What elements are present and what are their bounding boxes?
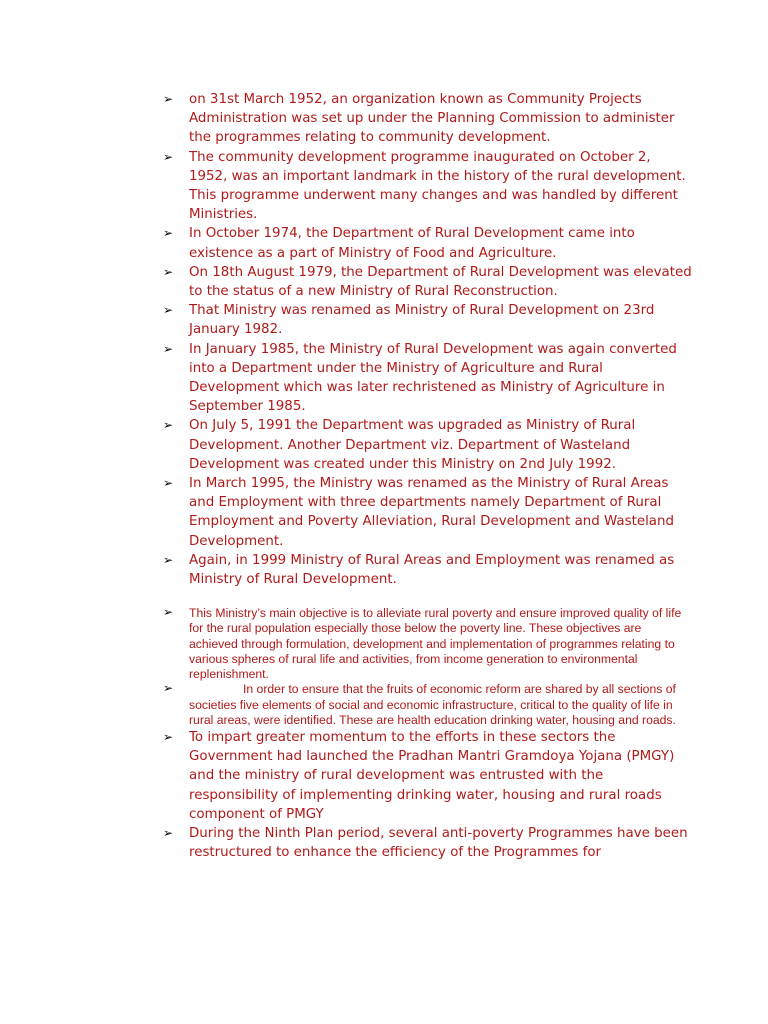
list-item	[163, 728, 693, 824]
list-item	[163, 682, 693, 728]
arrow-bullet-icon: ➢	[163, 303, 174, 318]
list-item-text: In order to ensure that the fruits of economic reform are shared by all sections of societies five elements of social and economic infrastructure, critical to the quality of life in rural areas, were identified. These are health education drinking water, housing and roads.	[189, 682, 676, 727]
arrow-bullet-icon: ➢	[163, 341, 174, 356]
arrow-bullet-icon: ➢	[163, 418, 174, 433]
list-item-text: That Ministry was renamed as Ministry of Rural Development on 23rd January 1982.	[189, 303, 655, 338]
list-item	[163, 340, 693, 417]
list-item	[163, 824, 693, 862]
arrow-bullet-icon: ➢	[163, 476, 174, 491]
arrow-bullet-icon: ➢	[163, 92, 174, 106]
list-item-text: In January 1985, the Ministry of Rural Development was again converted into a Department under the Ministry of Agriculture and Rural Development which was later rechristened as Ministry of Agriculture in September 1985.	[189, 341, 677, 415]
list-item-text: Again, in 1999 Ministry of Rural Areas and Employment was renamed as Ministry of Rural Development.	[189, 552, 675, 588]
list-item-text: In October 1974, the Department of Rural Development came into existence as a part of Ministry of Food and Agriculture.	[189, 226, 635, 261]
list-item-text: During the Ninth Plan period, several anti-poverty Programmes have been restructured to enhance the efficiency of the Programmes for	[189, 825, 688, 861]
list-item	[163, 474, 693, 551]
list-item	[163, 148, 693, 225]
list-item	[163, 416, 693, 474]
list-item	[163, 224, 693, 262]
arrow-bullet-icon: ➢	[163, 681, 174, 696]
list-item	[163, 90, 693, 148]
list-item	[163, 551, 693, 589]
list-item-text: on 31st March 1952, an organization known as Community Projects Administration was set up under the Planning Commission to administer the programmes relating to community development.	[189, 92, 675, 146]
list-item	[163, 263, 693, 301]
arrow-bullet-icon: ➢	[163, 226, 174, 241]
list-item-text: To impart greater momentum to the efforts in these sectors the Government had launched the Pradhan Mantri Gramdoya Yojana (PMGY) and the ministry of rural development was entrusted with the responsibility of implementing drinking water, housing and rural roads component of PMGY	[189, 729, 675, 822]
list-item-text: In March 1995, the Ministry was renamed as the Ministry of Rural Areas and Employment with three departments namely Department of Rural Employment and Poverty Alleviation, Rural Development and Wasteland Development.	[189, 476, 675, 549]
list-item	[163, 301, 693, 339]
arrow-bullet-icon: ➢	[163, 729, 174, 744]
list-item	[163, 606, 693, 682]
bullet-list	[163, 90, 693, 862]
list-item-text: This Ministry’s main objective is to alleviate rural poverty and ensure improved quality of life for the rural population especially those below the poverty line. These objectives are achieved through formulation, development and implementation of programmes relating to various spheres of rural life and activities, from income generation to environmental replenishment.	[189, 606, 682, 682]
arrow-bullet-icon: ➢	[163, 149, 174, 164]
list-item-text: On 18th August 1979, the Department of Rural Development was elevated to the status of a new Ministry of Rural Reconstruction.	[189, 264, 692, 300]
paragraph-gap	[163, 589, 693, 606]
arrow-bullet-icon: ➢	[163, 825, 174, 840]
list-item-text: The community development programme inaugurated on October 2, 1952, was an important landmark in the history of the rural development. This programme underwent many changes and was handled by different Ministries.	[189, 149, 686, 223]
arrow-bullet-icon: ➢	[163, 552, 174, 567]
arrow-bullet-icon: ➢	[163, 264, 174, 279]
list-item-text: On July 5, 1991 the Department was upgraded as Ministry of Rural Development. Another Department viz. Department of Wasteland Development was created under this Ministry on 2nd July 1992.	[189, 418, 636, 472]
arrow-bullet-icon: ➢	[163, 605, 174, 620]
